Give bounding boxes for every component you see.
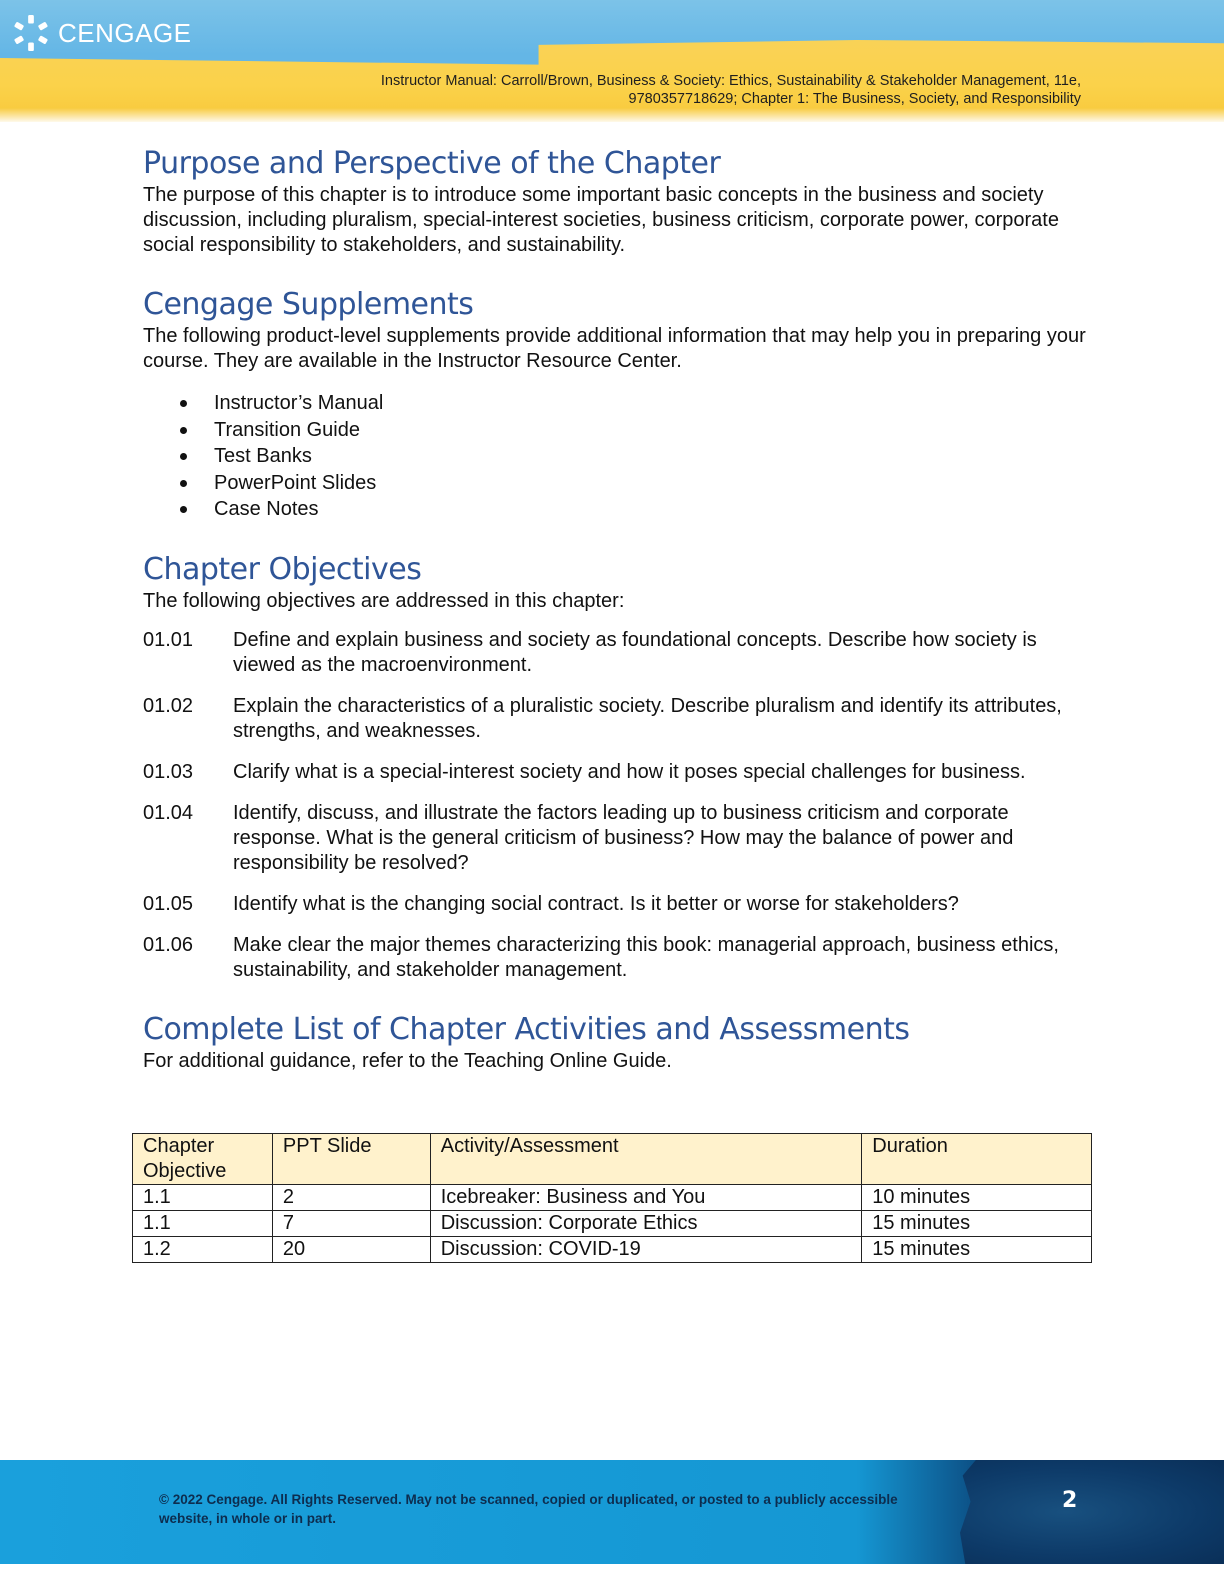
objective-text: Clarify what is a special-interest society and how it poses special challenges for business. [233,760,1026,783]
objective-item [143,694,1093,744]
activities-table [132,1133,1092,1263]
header-note [281,72,1081,108]
objective-number: 01.04 [143,801,194,824]
objective-number: 01.01 [143,628,194,651]
column-header-label: Chapter Objective [143,1135,227,1182]
table-row [133,1211,1092,1237]
column-header: PPT Slide [272,1134,430,1185]
objective-item [143,801,1093,876]
list-item: Instructor’s Manual [214,390,1093,417]
logo-text: CENGAGE [58,17,192,48]
table-header-row [133,1134,1092,1185]
page-content [143,145,1093,1074]
list-item: Transition Guide [214,417,1093,444]
objective-text: Identify, discuss, and illustrate the factors leading up to business criticism and corporate response. What is the general criticism of business? How may the balance of power and responsibility be resolved? [233,801,1014,874]
header-note-line-2: 9780357718629; Chapter 1: The Business, Society, and Responsibility [628,91,1081,107]
column-header [133,1134,273,1185]
objective-text: Make clear the major themes characterizing this book: managerial approach, business ethics, sustainability, and stakeholder management. [233,933,1059,981]
objective-item [143,892,1093,917]
objectives-heading: Chapter Objectives [143,551,422,587]
purpose-body: The purpose of this chapter is to introduce some important basic concepts in the business and society discussion, including pluralism, special-interest societies, business criticism, corporate power, corporate social responsibility to stakeholders, and sustainability. [143,184,1059,256]
list-item: Case Notes [214,496,1093,523]
page-header-banner [0,0,1224,122]
table-cell: 15 minutes [862,1237,1092,1263]
column-header: Duration [862,1134,1092,1185]
table-cell: Discussion: Corporate Ethics [430,1211,862,1237]
table-cell: 15 minutes [862,1211,1092,1237]
footer-copyright: © 2022 Cengage. All Rights Reserved. May not be scanned, copied or duplicated, or posted to a publicly accessible website, in whole or in part. [159,1492,898,1526]
list-item: PowerPoint Slides [214,470,1093,497]
objective-number: 01.06 [143,933,194,956]
table-row [133,1237,1092,1263]
purpose-heading: Purpose and Perspective of the Chapter [143,146,721,181]
objective-number: 01.02 [143,694,194,717]
supplements-section [143,286,1093,523]
objective-number: 01.03 [143,760,194,783]
objectives-section [143,551,1093,983]
objective-item [143,628,1093,678]
supplements-list [143,390,1093,523]
table-cell: 2 [272,1185,430,1211]
table-cell: Discussion: COVID-19 [430,1237,862,1263]
table-cell: 20 [272,1237,430,1263]
objective-number: 01.05 [143,892,194,915]
table-cell: Icebreaker: Business and You [430,1185,862,1211]
supplements-heading: Cengage Supplements [143,287,474,322]
list-item: Test Banks [214,443,1093,470]
objective-text: Define and explain business and society as foundational concepts. Describe how society is viewed as the macroenvironment. [233,628,1037,676]
activities-heading: Complete List of Chapter Activities and Assessments [143,1011,910,1047]
activities-intro: For additional guidance, refer to the Teaching Online Guide. [143,1049,672,1072]
table-cell: 1.1 [133,1185,273,1211]
table-cell: 1.1 [133,1211,273,1237]
objectives-intro: The following objectives are addressed in this chapter: [143,589,625,612]
activities-section [143,1011,1093,1074]
objective-text: Explain the characteristics of a pluralistic society. Describe pluralism and identify its attributes, strengths, and weaknesses. [233,694,1062,742]
objective-item [143,933,1093,983]
table-cell: 7 [272,1211,430,1237]
cengage-logo [12,14,192,52]
table-row [133,1185,1092,1211]
table-cell: 10 minutes [862,1185,1092,1211]
footer-dark-band [960,1460,1224,1564]
page-footer [0,1460,1224,1564]
objective-item [143,760,1093,785]
cengage-logo-icon [12,14,50,52]
header-note-line-1: Instructor Manual: Carroll/Brown, Business & Society: Ethics, Sustainability & Stakeholder Management, 11e, [380,73,1081,89]
purpose-section [143,145,1093,258]
table-cell: 1.2 [133,1237,273,1263]
supplements-body: The following product-level supplements provide additional information that may help you in preparing your course. They are available in the Instructor Resource Center. [143,325,1086,372]
page-number: 2 [1062,1488,1078,1513]
column-header: Activity/Assessment [430,1134,862,1185]
objectives-list [143,628,1093,983]
objective-text: Identify what is the changing social contract. Is it better or worse for stakeholders? [233,892,959,915]
